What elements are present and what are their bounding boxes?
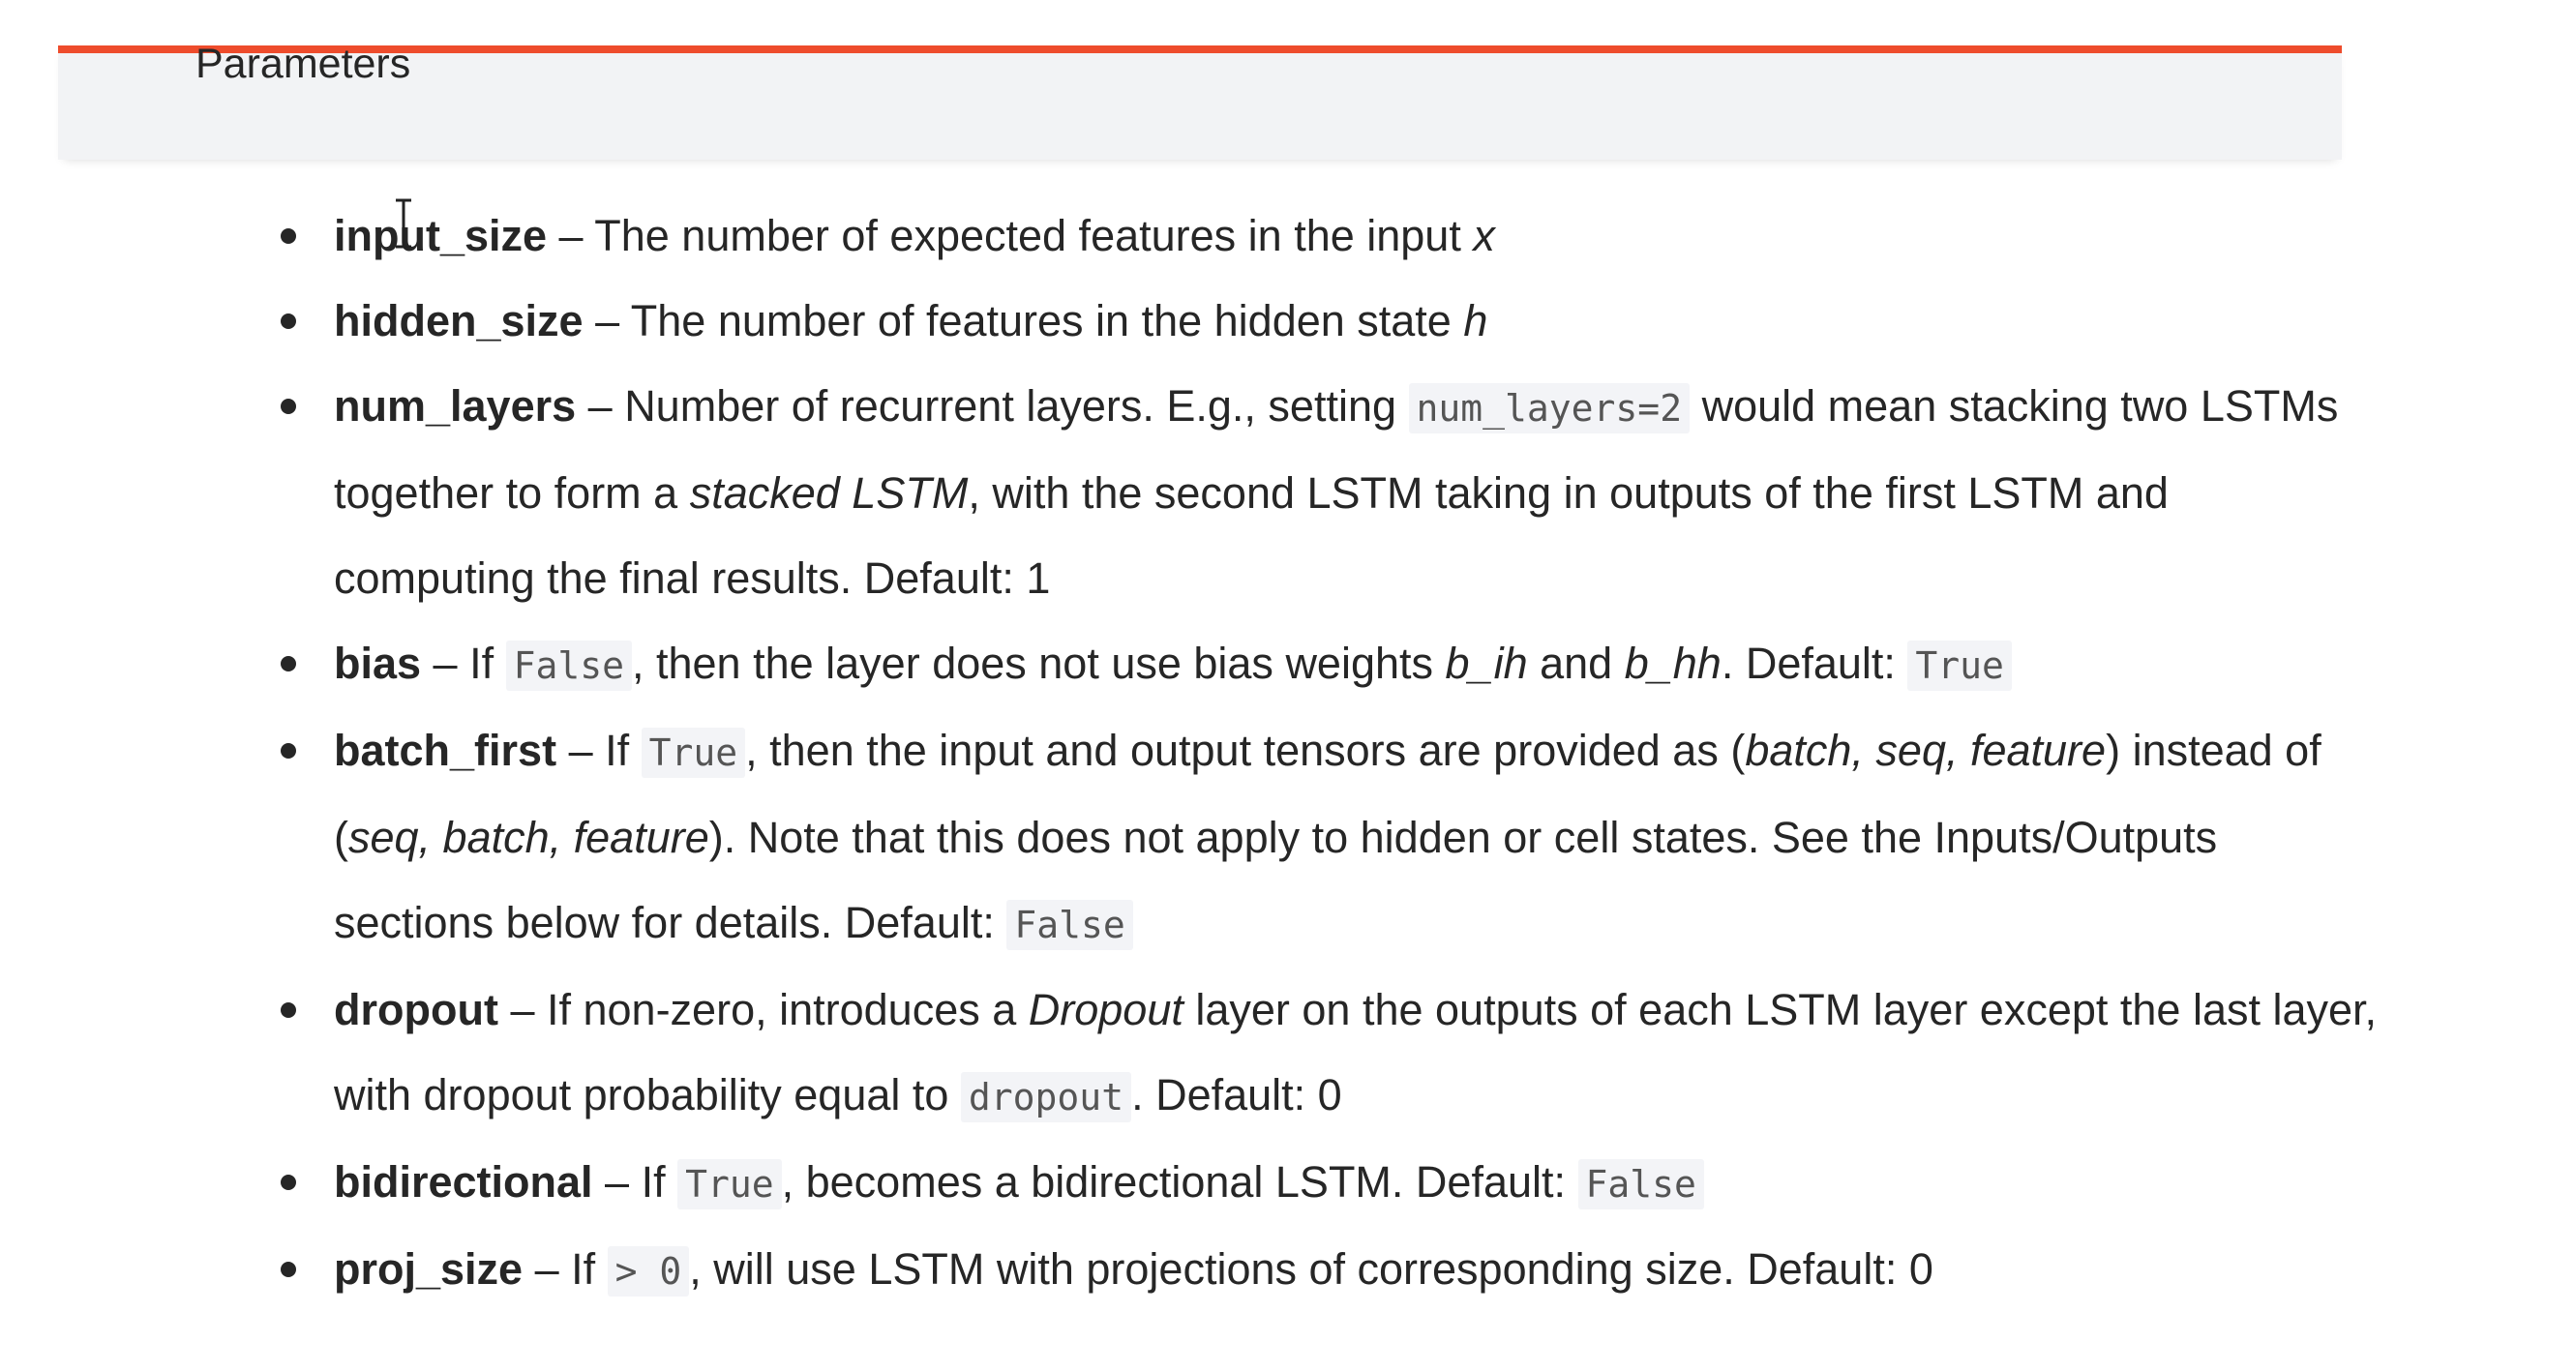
param-item-dropout bbox=[0, 968, 2389, 1140]
param-emphasis: b_hh bbox=[1624, 639, 1722, 688]
inline-code: False bbox=[506, 641, 632, 691]
param-item-proj-size bbox=[0, 1227, 2381, 1314]
param-emphasis: h bbox=[1463, 296, 1488, 345]
param-dash: – bbox=[576, 381, 625, 431]
param-emphasis: x bbox=[1473, 211, 1495, 260]
param-description-text: and bbox=[1527, 639, 1625, 688]
bullet-icon bbox=[281, 1002, 296, 1018]
param-item-batch-first bbox=[0, 708, 2381, 968]
param-name: input_size bbox=[334, 211, 548, 260]
bullet-icon bbox=[281, 313, 296, 329]
param-description-text: , becomes a bidirectional LSTM. Default: bbox=[781, 1157, 1578, 1207]
param-description-text: If bbox=[571, 1244, 608, 1294]
param-name: num_layers bbox=[334, 381, 577, 431]
param-name: batch_first bbox=[334, 726, 557, 775]
param-description-text: ). Note that this does not apply to hidden or cell states. See the Inputs/Outputs sections below for details. Default: bbox=[334, 813, 2230, 947]
inline-code: num_layers=2 bbox=[1409, 383, 1691, 433]
param-description-text: , with the second LSTM taking in outputs of the first LSTM and computing the final results. Default: 1 bbox=[334, 468, 2181, 603]
param-item-input-size bbox=[0, 194, 2381, 279]
param-dash: – bbox=[547, 211, 595, 260]
param-item-hidden-size bbox=[0, 279, 2381, 364]
parameter-list bbox=[0, 194, 2389, 1314]
inline-code: > 0 bbox=[608, 1246, 690, 1297]
param-description-text: If bbox=[605, 726, 642, 775]
param-description-text: . Default: bbox=[1721, 639, 1908, 688]
param-name: bias bbox=[334, 639, 422, 688]
param-dash: – bbox=[421, 639, 470, 688]
param-emphasis: seq, batch, feature bbox=[348, 813, 709, 862]
param-description-text: If bbox=[469, 639, 506, 688]
bullet-icon bbox=[281, 743, 296, 759]
param-description-text: . Default: 0 bbox=[1131, 1070, 1342, 1119]
param-dash: – bbox=[497, 985, 547, 1034]
param-description-text: , then the layer does not use bias weights bbox=[632, 639, 1446, 688]
param-description-text: If bbox=[641, 1157, 678, 1207]
param-description-text: The number of expected features in the input bbox=[594, 211, 1474, 260]
bullet-icon bbox=[281, 1262, 296, 1277]
inline-code: True bbox=[677, 1159, 782, 1209]
inline-code: False bbox=[1578, 1159, 1704, 1209]
param-name: proj_size bbox=[334, 1244, 524, 1294]
param-description-text: The number of features in the hidden state bbox=[630, 296, 1464, 345]
param-description-text: layer on the outputs of each LSTM layer except the last layer, with dropout probability equal to bbox=[334, 985, 2389, 1119]
param-description-text: would mean stacking two LSTMs together to form a bbox=[334, 381, 2351, 518]
inline-code: True bbox=[1907, 641, 2012, 691]
param-name: bidirectional bbox=[334, 1157, 593, 1207]
bullet-icon bbox=[281, 656, 296, 671]
param-name: hidden_size bbox=[334, 296, 584, 345]
param-emphasis: Dropout bbox=[1028, 985, 1183, 1034]
inline-code: False bbox=[1006, 900, 1132, 950]
bullet-icon bbox=[281, 228, 296, 244]
param-emphasis: batch, seq, feature bbox=[1745, 726, 2107, 775]
inline-code: True bbox=[642, 728, 746, 778]
bullet-icon bbox=[281, 1175, 296, 1190]
param-description-text: Number of recurrent layers. E.g., setting bbox=[624, 381, 1409, 431]
param-description-text: , will use LSTM with projections of corresponding size. Default: 0 bbox=[689, 1244, 1933, 1294]
param-description-text: If non-zero, introduces a bbox=[546, 985, 1029, 1034]
text-cursor-icon bbox=[393, 198, 414, 249]
param-description-text: , then the input and output tensors are provided as ( bbox=[745, 726, 1746, 775]
param-emphasis: b_ih bbox=[1445, 639, 1528, 688]
param-name: dropout bbox=[334, 985, 498, 1034]
param-dash: – bbox=[523, 1244, 572, 1294]
param-dash: – bbox=[583, 296, 631, 345]
inline-code: dropout bbox=[961, 1072, 1131, 1122]
parameters-title: Parameters bbox=[195, 41, 411, 87]
param-description-text: ) instead of ( bbox=[334, 726, 2334, 862]
param-emphasis: stacked LSTM bbox=[689, 468, 969, 518]
param-item-num-layers bbox=[0, 364, 2381, 621]
param-item-bidirectional bbox=[0, 1140, 2381, 1227]
param-dash: – bbox=[556, 726, 606, 775]
bullet-icon bbox=[281, 399, 296, 414]
param-item-bias bbox=[0, 621, 2381, 708]
param-dash: – bbox=[592, 1157, 642, 1207]
